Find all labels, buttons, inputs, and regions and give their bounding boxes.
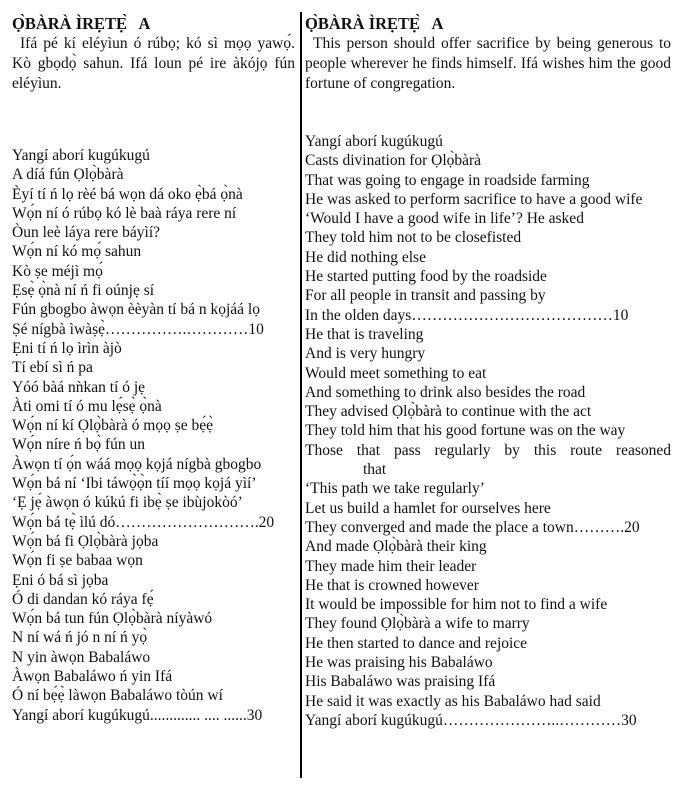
verse-line: A díá fún Ọlọ̀bàrà [12,166,124,184]
verse-line: Wọ́n níre ń bọ̀ fún un [12,436,146,454]
verse-line: And is very hungry [305,345,426,363]
verse-line: Ó di dandan kó ráya fẹ́ [12,590,154,608]
verse-line: They converged and made the place a town……….20 [305,518,640,536]
verse-line: He that is traveling [305,325,424,343]
verse-line: ‘Would I have a good wife in life’? He asked [305,210,584,228]
verse-line: Wọ́n ní ó rúbọ kó lè baà ráya rere ní [12,204,237,222]
english-column [305,14,671,730]
verse-line: Yangí aborí kugúkugú…………………..…………30 [305,711,637,729]
verse-line: Àwọn Babaláwo ń yin Ifá [12,668,173,686]
verse-line: Yangí aborí kugúkugú............. .... ......30 [12,706,263,724]
verse-line: Àwọn tí ọ́n wáá mọọ kọjá nígbà gbogbo [12,455,262,473]
verse-line: ‘Ẹ jẹ́ àwọn ó kúkú fi ibẹ̀ ṣe ibùjokòó’ [12,494,243,512]
verse-line: Fún gbogbo àwọn èèyàn tí bá n kọjáá lọ [12,301,260,319]
verse-line: N ní wá ń jó n ní ń yọ̀ [12,629,148,647]
verse-line: He said it was exactly as his Babaláwo had said [305,692,601,710]
verse-line: Wọ́n bá tẹ̀ ìlú dó……………………….20 [12,513,275,531]
verse-line: Yangí aborí kugúkugú [305,133,443,150]
column-divider [300,12,302,778]
verse-line: Wọ́n fi ṣe babaa wọn [12,552,143,570]
verse-line: They advised Ọlọ̀bàrà to continue with the act [305,403,592,421]
verse-line: Yangí aborí kugúkugú [12,147,150,164]
verse-line: Ẹni tí ń lọ ìrìn àjò [12,339,122,357]
yoruba-verses [12,146,295,725]
verse-line: And something to drink also besides the road [305,383,586,401]
verse-line: He did nothing else [305,248,426,266]
verse-line: Yóó bàá nǹkan tí ó jẹ [12,378,146,396]
verse-line: N yin àwọn Babaláwo [12,648,151,666]
verse-line: He then started to dance and rejoice [305,634,528,652]
verse-line: Èyí tí ń lọ rèé bá wọn dá oko ẹ̀bá ọ̀nà [12,185,243,203]
verse-line: His Babaláwo was praising Ifá [305,673,496,691]
verse-line: Wọ́n ní kó mọ́ sahun [12,243,142,261]
verse-line: That was going to engage in roadside farming [305,171,590,189]
verse-line: Casts divination for Ọlọ̀bàrà [305,152,482,170]
english-title: Ọ̀BÀRÀ ÌRẸTẸ̀ A [305,14,444,33]
verse-line: Ẹni ó bá sì jọba [12,571,109,589]
verse-line: He was asked to perform sacrifice to have a good wife [305,190,643,208]
verse-line: Those that pass regularly by this route reasoned [305,441,671,459]
verse-line: They told him not to be closefisted [305,229,522,247]
verse-line: He was praising his Babaláwo [305,654,493,672]
verse-line: Let us build a hamlet for ourselves here [305,499,551,517]
verse-line: He started putting food by the roadside [305,268,547,286]
verse-line: Ó ní bẹ́ẹ̀ làwọn Babaláwo tòún wí [12,687,223,705]
verse-line: that [363,461,387,479]
verse-line: They told him that his good fortune was on the way [305,422,626,440]
verse-line: ‘This path we take regularly’ [305,480,485,498]
english-verses [305,132,671,730]
verse-line: In the olden days…………………………………10 [305,306,629,324]
verse-line: Òun leè láya rere báyìí? [12,224,161,242]
verse-line: Ẹsẹ̀ ọ̀nà ní ń fi oúnjẹ sí [12,282,155,300]
verse-line: Wọ́n ní kí Ọlọ̀bàrà ó mọọ ṣe bẹ́ẹ̀ [12,417,214,435]
verse-line: They found Ọlọ̀bàrà a wife to marry [305,615,530,633]
english-intro: This person should offer sacrifice by being generous to people wherever he finds himself. Ifá wishes him the good fortune of congregation. [305,35,671,92]
verse-line: They made him their leader [305,557,477,575]
yoruba-intro: Ifá pé kí eléyìun ó rúbọ; kó sì mọọ yawọ́. Kò gbọdọ̀ sahun. Ifá loun pé ire àkójọ fún eléyìun. [12,35,295,92]
verse-line: Wọ́n bá ní ‘Ibi táwọ̀ọ̀n tíí mọọ kọjá yìí’ [12,475,257,493]
yoruba-title: Ọ̀BÀRÀ ÌRẸTẸ̀ A [12,14,151,33]
verse-line: It would be impossible for him not to find a wife [305,596,608,614]
verse-line: He that is crowned however [305,576,479,594]
verse-line: Wọ́n bá fi Ọlọ̀bàrà jọba [12,532,159,550]
verse-line: Kò ṣe méjì mọ́ [12,262,103,280]
verse-line: Wọ́n bá tun fún Ọlọ̀bàrà níyàwó [12,610,213,628]
yoruba-column [12,14,295,725]
verse-line: Àti omi tí ó mu lẹ́sẹ̀ ọ̀nà [12,397,162,415]
verse-line: For all people in transit and passing by [305,287,546,305]
verse-line: Tí ebí sì ń pa [12,359,93,377]
verse-line: Ṣé nígbà ìwàṣẹ̀…………….…………10 [12,320,264,338]
verse-line: And made Ọlọ̀bàrà their king [305,538,487,556]
verse-line: Would meet something to eat [305,364,487,382]
